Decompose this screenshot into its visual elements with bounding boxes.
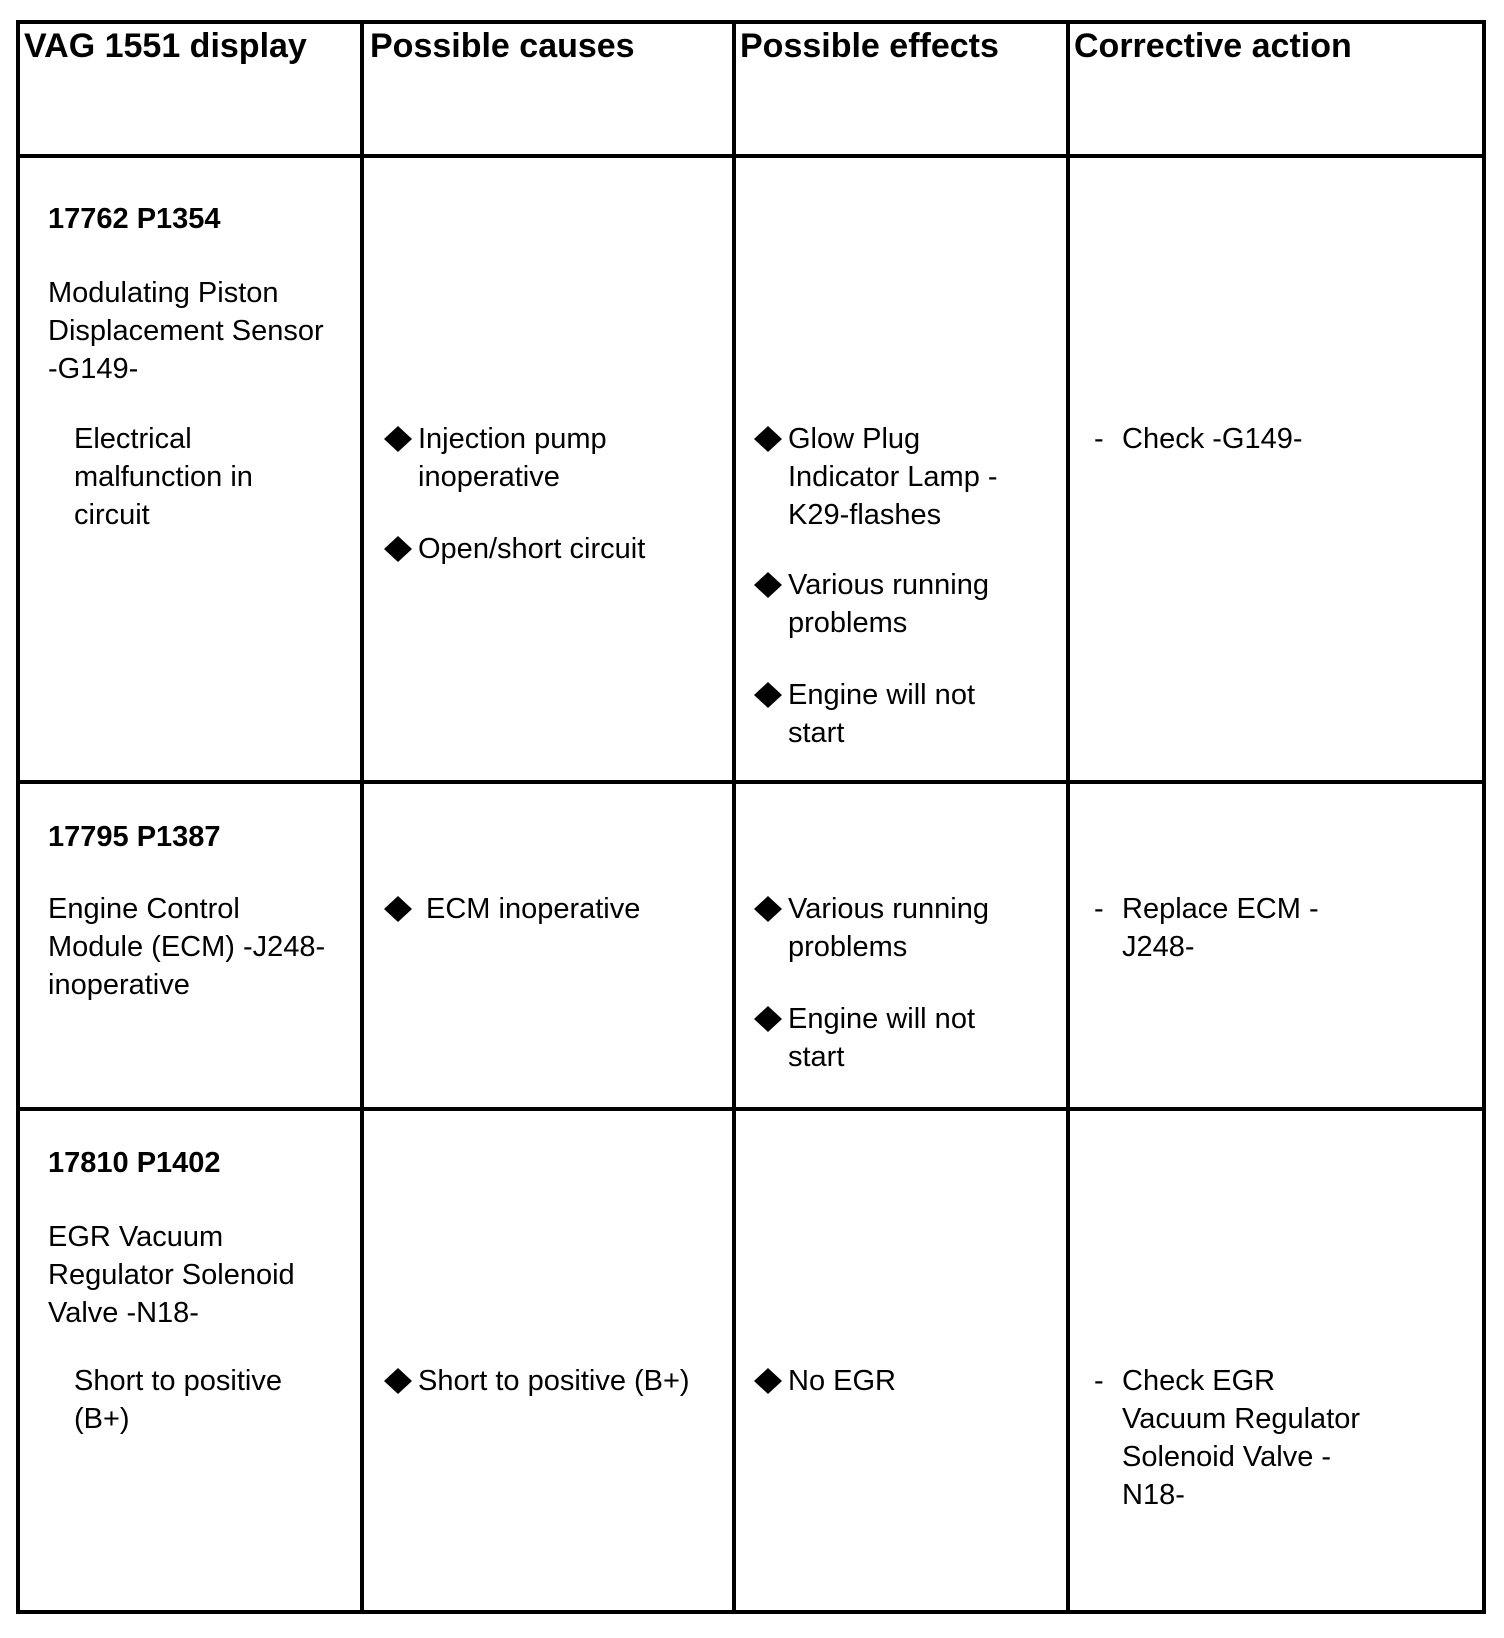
component-name: Modulating Piston Displacement Sensor -G149- (48, 277, 324, 385)
diamond-bullet-icon (382, 420, 416, 458)
column-divider (360, 24, 364, 1610)
fault-code: 17795 P1387 (48, 821, 221, 853)
diamond-bullet-icon (382, 530, 416, 568)
dash-bullet: - (1094, 893, 1104, 925)
dash-bullet: - (1094, 1365, 1104, 1397)
component-name: Engine Control Module (ECM) -J248- inoperative (48, 893, 326, 1001)
diamond-bullet-icon (752, 676, 786, 714)
header-vag-display: VAG 1551 display (24, 27, 307, 65)
column-divider (1066, 24, 1070, 1610)
diamond-bullet-icon (382, 890, 416, 928)
diamond-bullet-icon (752, 1362, 786, 1400)
column-divider (732, 24, 736, 1610)
component-name: EGR Vacuum Regulator Solenoid Valve -N18- (48, 1221, 295, 1329)
fault-code: 17762 P1354 (48, 203, 221, 235)
row-divider (20, 154, 1482, 158)
dash-bullet: - (1094, 423, 1104, 455)
diamond-bullet-icon (382, 1362, 416, 1400)
fault-description: Electrical malfunction in circuit (74, 423, 253, 531)
row-divider (20, 780, 1482, 784)
fault-description: Short to positive (B+) (74, 1365, 282, 1435)
header-possible-causes: Possible causes (370, 27, 635, 65)
fault-code: 17810 P1402 (48, 1147, 221, 1179)
header-possible-effects: Possible effects (740, 27, 999, 65)
header-corrective-action: Corrective action (1074, 27, 1352, 65)
row-divider (20, 1107, 1482, 1111)
fault-code-table: VAG 1551 display Possible causes Possible effects Corrective action 17762 P1354 Modulating Piston Displacement Sensor -G149- Electrical malfunction in circuit Injection pump inoperative Open/short circuit Glow Plug Indicator Lamp - K29-flashes Various running problems Engine will not start - Check -G149- 17795 P1387 Engine Control Module (ECM) -J248- inoperative ECM inoperative Various running problems Engine will not start - Replace ECM - J248- 17810 P1402 EGR Vacuum Regulator Solenoid Valve -N18- Short to positive (B+) Short to positive (B+) No EGR - Check EGR Vacuum Regulator Solenoid Valve - N18- (16, 20, 1486, 1614)
diamond-bullet-icon (752, 566, 786, 604)
diamond-bullet-icon (752, 1000, 786, 1038)
diamond-bullet-icon (752, 890, 786, 928)
diamond-bullet-icon (752, 420, 786, 458)
